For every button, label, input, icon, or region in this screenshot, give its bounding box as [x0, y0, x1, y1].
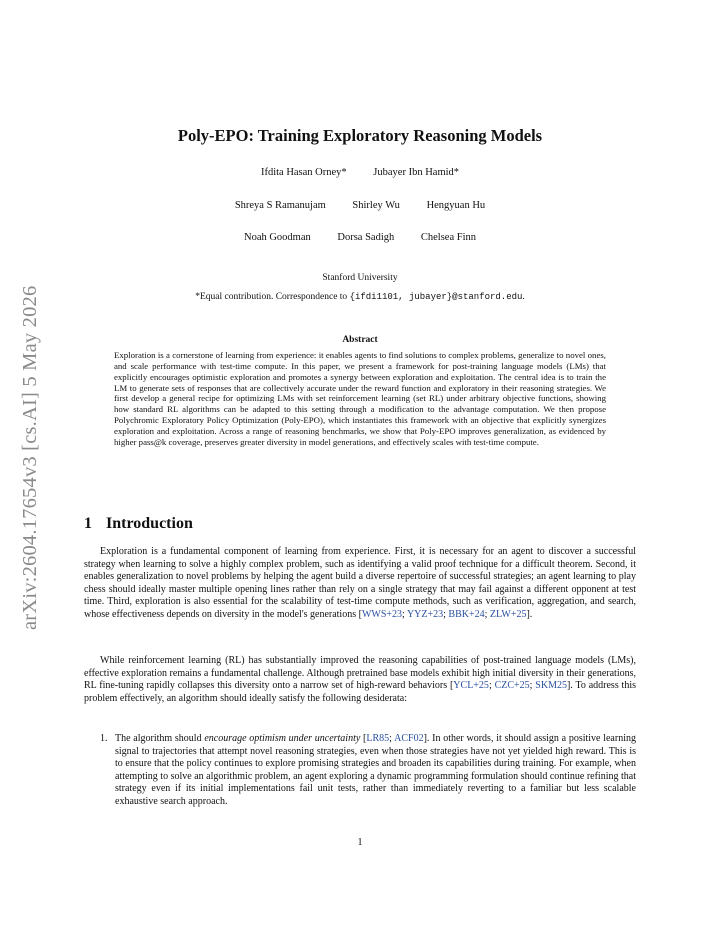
- section-title: Introduction: [106, 515, 193, 532]
- paragraph-end: ]. To address this problem effectively, an algorithm should ideally satisfy the following desiderata:: [84, 680, 636, 704]
- arxiv-identifier: arXiv:2604.17654v3 [cs.AI] 5 May 2026: [19, 285, 41, 630]
- emphasis-text: encourage optimism under uncertainty: [204, 733, 361, 744]
- abstract-text: Exploration is a cornerstone of learning from experience: it enables agents to find solutions to complex problems, generalize to novel ones, and scale performance with test-time compute. In this paper, we present a framework for post-training language models (LMs) that explicitly encourages optimistic exploration and promotes a synergy between exploration and exploitation. The central idea is to train the LM to generate sets of responses that are collectively accurate under the reward function and exploratory in their reasoning strategies. We first develop a general recipe for optimizing LMs with set reinforcement learning (set RL) under arbitrary objective functions, showing how standard RL algorithms can be adapted to this setting through a modification to the advantage computation. We then propose Polychromic Exploratory Policy Optimization (Poly-EPO), which instantiates this framework with an objective that explicitly synergizes exploration and exploitation. Across a range of reasoning benchmarks, we show that Poly-EPO improves generalization, as evidenced by higher pass@k coverage, preserves greater diversity in model generations, and effectively scales with test-time compute.: [114, 350, 606, 447]
- citation-link[interactable]: YCL+25: [453, 680, 489, 692]
- contribution-note: [0, 292, 720, 302]
- affiliation: Stanford University: [322, 273, 398, 283]
- citation-link[interactable]: YYZ+23: [406, 608, 444, 620]
- citation-link[interactable]: BBK+24: [448, 608, 485, 620]
- abstract-heading: Abstract: [342, 335, 378, 345]
- citation-link[interactable]: SKM25: [535, 680, 567, 692]
- author-row-2: [0, 200, 720, 211]
- page-number: 1: [357, 837, 363, 848]
- paragraph-text: While reinforcement learning (RL) has substantially improved the reasoning capabilities of post-trained language models (LMs), effective exploration remains a fundamental challenge. Although pretrained base models exhibit high initial diversity in their generations, RL fine-tuning rapidly collapses this diversity onto a narrow set of high-reward behaviors [: [84, 655, 636, 692]
- list-item: [100, 733, 636, 809]
- citation-link[interactable]: ACF02: [394, 733, 424, 744]
- contact-emails[interactable]: {ifdi1101, jubayer}@stanford.edu: [349, 292, 523, 302]
- author-row-1: [0, 167, 720, 178]
- author: Dorsa Sadigh: [337, 232, 395, 243]
- author: Chelsea Finn: [420, 232, 477, 243]
- author: Noah Goodman: [243, 232, 311, 243]
- citation-link[interactable]: LR85: [366, 733, 390, 744]
- paragraph-end: ].: [526, 608, 533, 620]
- paragraph-2: While reinforcement learning (RL) has substantially improved the reasoning capabilities of post-trained language models (LMs), effective exploration remains a fundamental challenge. Although pretrained base models exhibit high initial diversity in their generations, RL fine-tuning rapidly collapses this diversity onto a narrow set of high-reward behaviors [YCL+25; CZC+25; SKM25]. To address this problem effectively, an algorithm should ideally satisfy the following desiderata:: [84, 655, 636, 704]
- paragraph-1: Exploration is a fundamental component of learning from experience. First, it is necessary for an agent to discover a successful strategy when learning to solve a highly complex problem, such as identifying a valid proof technique for a difficult theorem. Second, it enables generalization to novel problems by helping the agent build a diverse repertoire of successful strategies; an agent learning to play chess should ideally master multiple opening lines rather than rely on a single strategy that may fail against a different opponent at test time. Third, exploration is also essential for the scalability of test-time compute methods, such as verification, aggregation, and search, whose effectiveness depends on diversity in the model's generations [WWS+23; YYZ+23; BBK+24; ZLW+25].: [84, 546, 636, 620]
- list-text: The algorithm should: [115, 733, 205, 744]
- list-item-body: The algorithm should encourage optimism under uncertainty [LR85; ACF02]. In other words, it should assign a positive learning signal to trajectories that attempt novel reasoning strategies, even when those strategies have not yet yielded high reward. This is to ensure that the policy continues to explore promising strategies and broaden its capabilities during training. For example, when attempting to solve an algorithmic problem, an agent exploring a dynamic programming formulation should continue refining that strategy even if its initial implementations fail unit tests, rather than immediately reverting to a familiar but less scalable exhaustive search approach.: [115, 733, 636, 807]
- list-text: ]. In other words, it should assign a positive learning signal to trajectories that attempt novel reasoning strategies, even when those strategies have not yet yielded high reward. This is to ensure that the policy continues to explore promising strategies and broaden its capabilities during training. For example, when attempting to solve an algorithmic problem, an agent exploring a dynamic programming formulation should continue refining that strategy even if its initial implementations fail unit tests, rather than immediately reverting to a familiar but less scalable exhaustive search approach.: [115, 733, 636, 807]
- author: Shreya S Ramanujam: [234, 200, 326, 211]
- author-row-3: [0, 232, 720, 243]
- list-marker: 1.: [100, 733, 108, 744]
- contribution-prefix: *Equal contribution. Correspondence to: [195, 292, 350, 302]
- author: Ifdita Hasan Orney*: [260, 167, 347, 178]
- section-number: 1: [84, 515, 92, 532]
- section-heading: [84, 515, 193, 533]
- author: Hengyuan Hu: [426, 200, 486, 211]
- cite-open: [: [360, 733, 367, 744]
- paragraph-text: Exploration is a fundamental component of learning from experience. First, it is necessary for an agent to discover a successful strategy when learning to solve a highly complex problem, such as identifying a valid proof technique for a difficult theorem. Second, it enables generalization to novel problems by helping the agent build a diverse repertoire of successful strategies; an agent learning to play chess should ideally master multiple opening lines rather than rely on a single strategy that may fail against a different opponent at test time. Third, exploration is also essential for the scalability of test-time compute methods, such as verification, aggregation, and search, whose effectiveness depends on diversity in the model's generations [: [84, 546, 636, 620]
- citation-link[interactable]: CZC+25: [494, 680, 530, 692]
- citation-link[interactable]: WWS+23: [361, 608, 403, 620]
- citation-link[interactable]: ZLW+25: [489, 608, 527, 620]
- author: Shirley Wu: [352, 200, 400, 211]
- paper-title: Poly-EPO: Training Exploratory Reasoning Models: [177, 126, 543, 145]
- contribution-suffix: .: [522, 292, 525, 302]
- author: Jubayer Ibn Hamid*: [373, 167, 460, 178]
